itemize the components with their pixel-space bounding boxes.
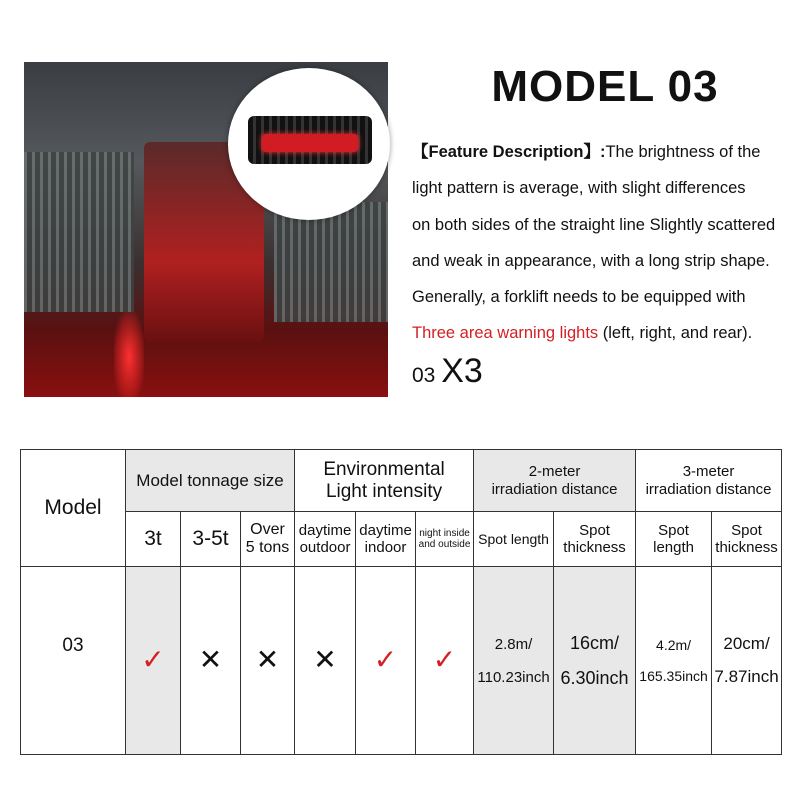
cross-icon: ✕ bbox=[241, 567, 295, 755]
row-spot-thickness-2m: 16cm/ 6.30inch bbox=[554, 567, 636, 755]
sub-3-5t: 3-5t bbox=[181, 512, 241, 567]
check-icon: ✓ bbox=[356, 567, 416, 755]
desc-line: The brightness of the bbox=[605, 143, 761, 161]
sub-day-outdoor: daytime outdoor bbox=[295, 512, 356, 567]
lamp-inset-image bbox=[228, 68, 390, 220]
desc-line: Generally, a forklift needs to be equipped with bbox=[412, 288, 746, 307]
sub-spot-length-3m: Spot length bbox=[636, 512, 712, 567]
page-title: MODEL 03 bbox=[491, 62, 719, 111]
desc-highlight: Three area warning lights bbox=[412, 324, 599, 343]
desc-line: on both sides of the straight line Slightly scattered bbox=[412, 215, 776, 234]
sub-over5: Over 5 tons bbox=[241, 512, 295, 567]
row-spot-length-2m: 2.8m/ 110.23inch bbox=[474, 567, 554, 755]
cross-icon: ✕ bbox=[181, 567, 241, 755]
quantity-count: X3 bbox=[441, 352, 483, 390]
header-tonnage: Model tonnage size bbox=[126, 450, 295, 512]
sub-3t: 3t bbox=[126, 512, 181, 567]
row-spot-thickness-3m: 20cm/ 7.87inch bbox=[712, 567, 782, 755]
cross-icon: ✕ bbox=[295, 567, 356, 755]
header-3m: 3-meter irradiation distance bbox=[636, 450, 782, 512]
sub-spot-thickness-2m: Spot thickness bbox=[554, 512, 636, 567]
sub-spot-length-2m: Spot length bbox=[474, 512, 554, 567]
row-model: 03 bbox=[21, 567, 126, 755]
check-icon: ✓ bbox=[416, 567, 474, 755]
quantity bbox=[412, 352, 483, 391]
header-2m: 2-meter irradiation distance bbox=[474, 450, 636, 512]
sub-day-indoor: daytime indoor bbox=[356, 512, 416, 567]
desc-line: and weak in appearance, with a long strip shape. bbox=[412, 251, 770, 270]
desc-line: (left, right, and rear). bbox=[598, 324, 753, 343]
description-label: 【Feature Description】: bbox=[412, 143, 606, 161]
feature-description bbox=[412, 134, 800, 352]
spec-table bbox=[20, 449, 782, 755]
check-icon: ✓ bbox=[126, 567, 181, 755]
row-spot-length-3m: 4.2m/ 165.35inch bbox=[636, 567, 712, 755]
header-model: Model bbox=[21, 450, 126, 567]
quantity-model: 03 bbox=[412, 364, 436, 387]
sub-spot-thickness-3m: Spot thickness bbox=[712, 512, 782, 567]
header-env: Environmental Light intensity bbox=[295, 450, 474, 512]
desc-line: light pattern is average, with slight differences bbox=[412, 179, 746, 198]
sub-night: night inside and outside bbox=[416, 512, 474, 567]
